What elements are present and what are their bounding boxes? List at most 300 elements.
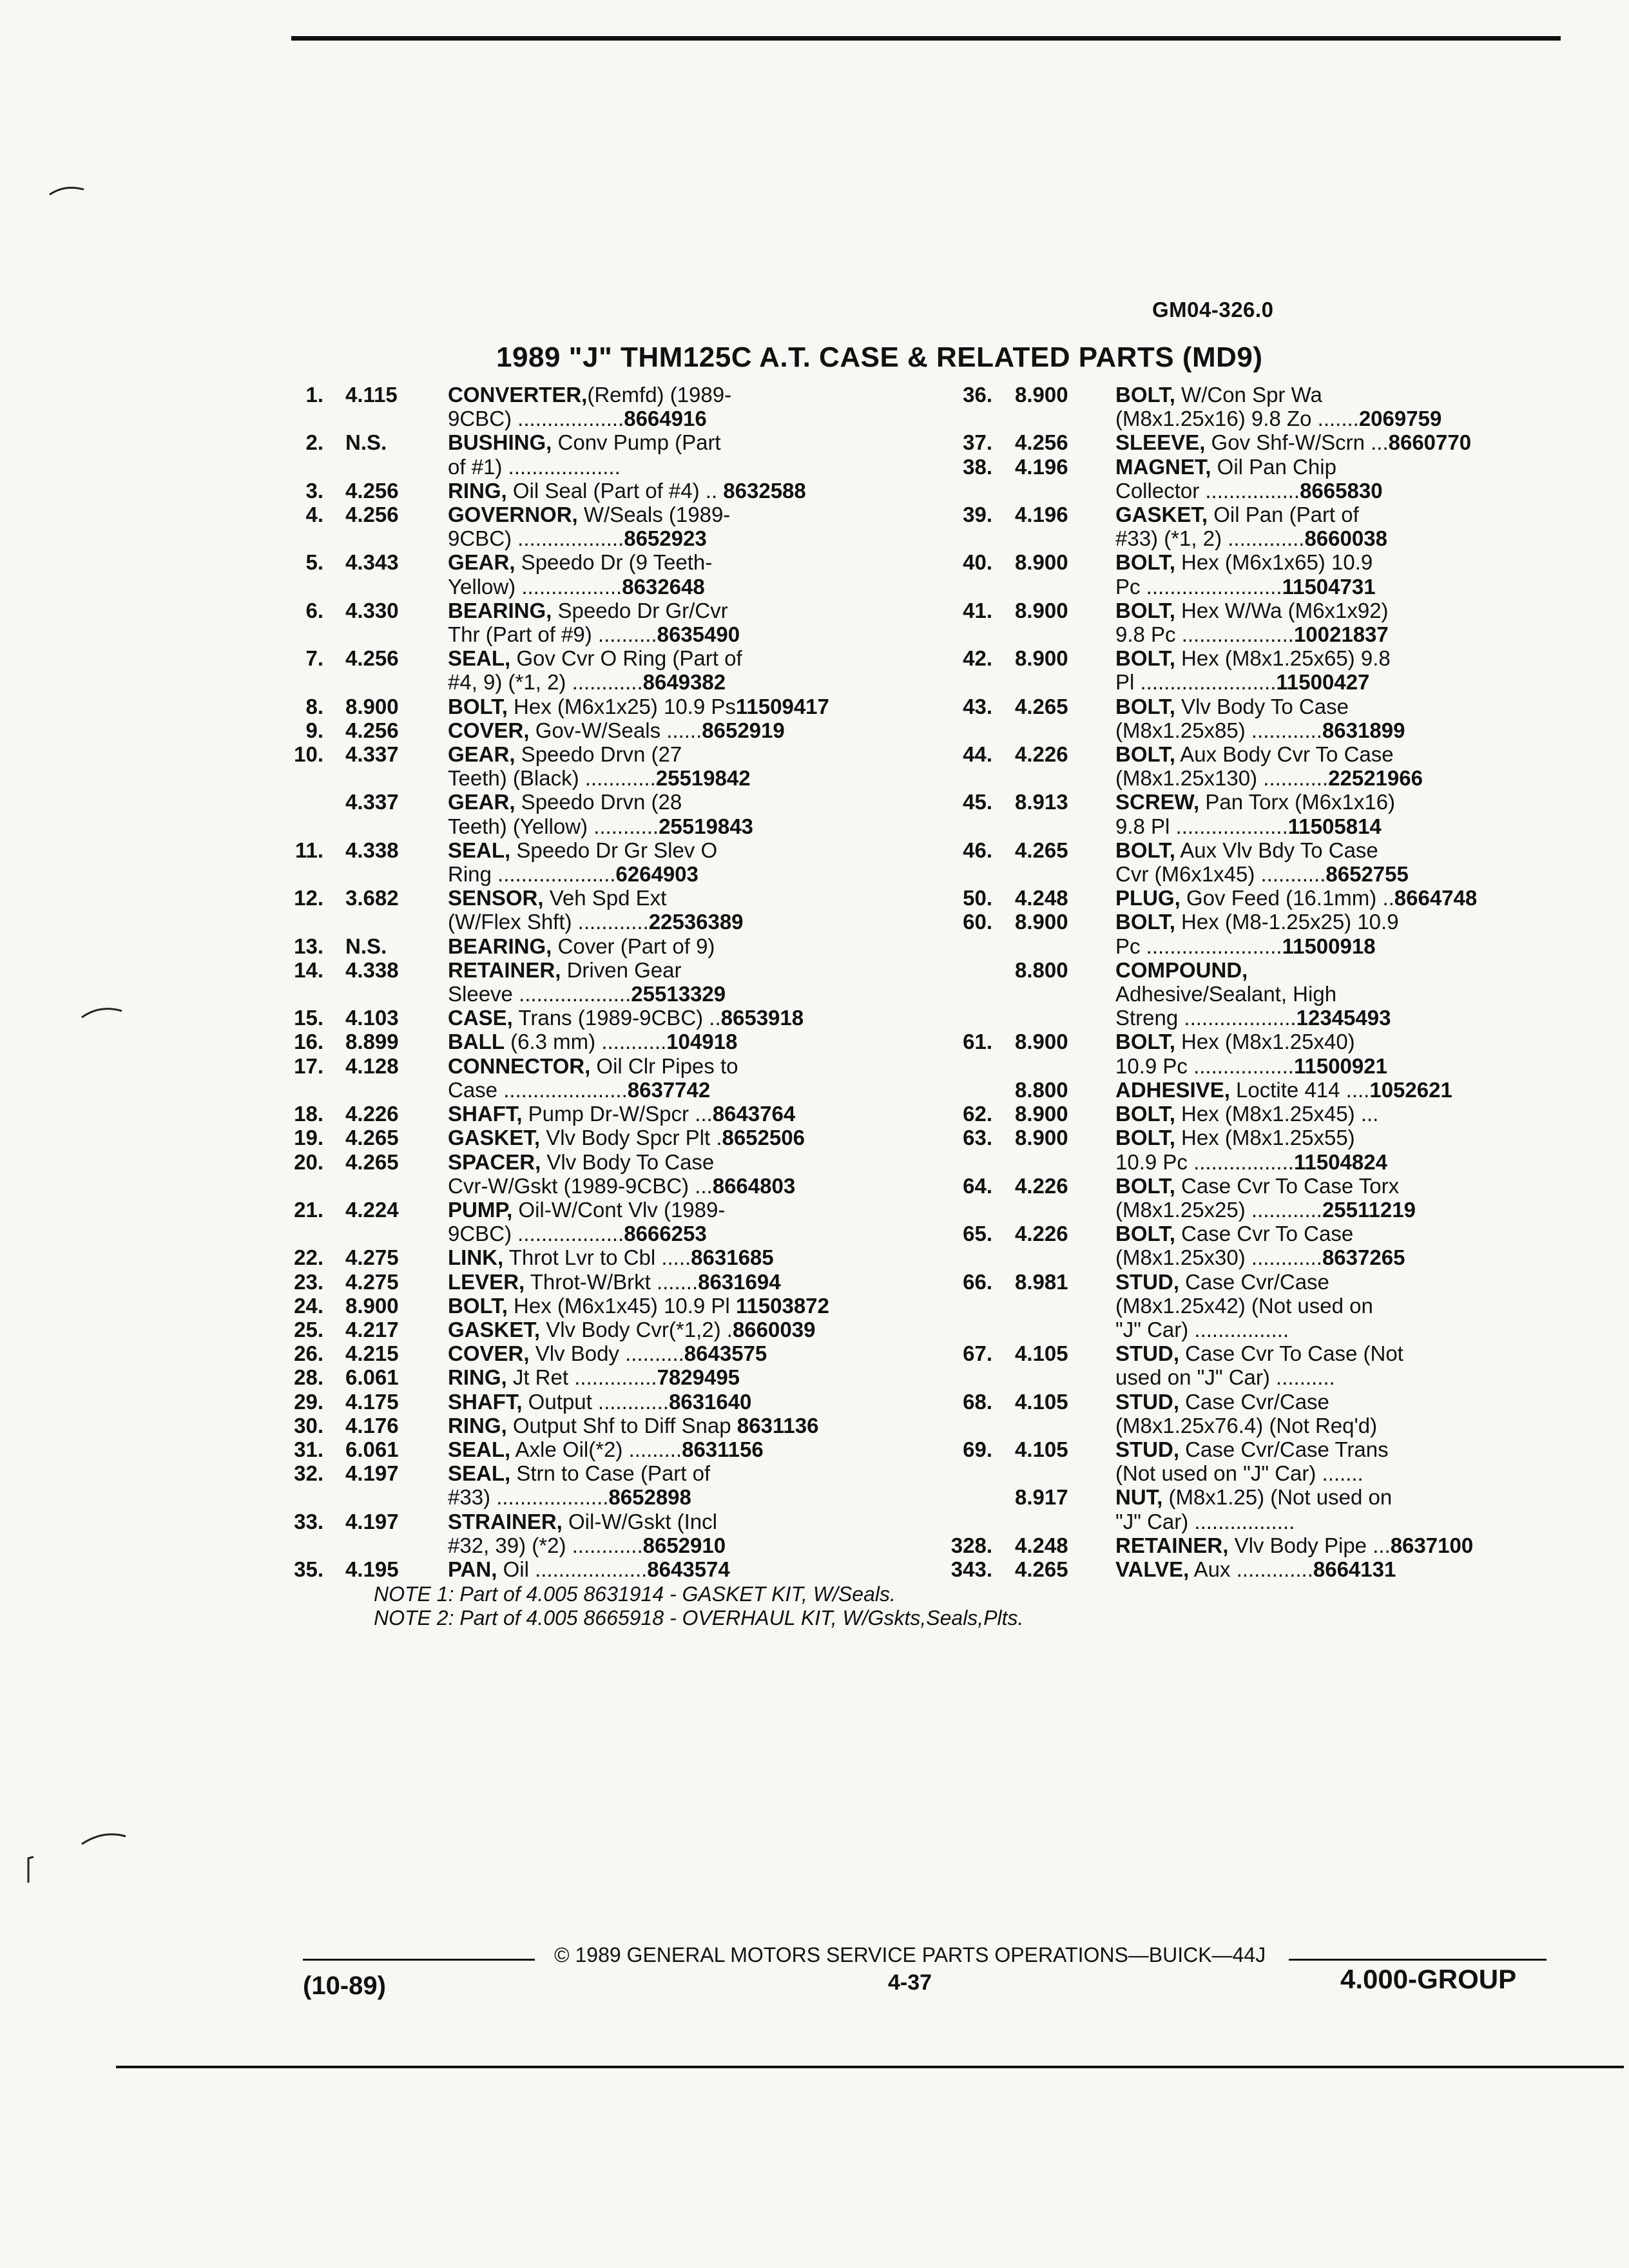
- part-name: BOLT,: [1115, 838, 1175, 862]
- part-name: GEAR,: [448, 742, 516, 767]
- part-name: GASKET,: [448, 1126, 541, 1150]
- group-number: 4.197: [345, 1461, 399, 1486]
- part-detail: Hex (M6x1x45) 10.9 Pl: [507, 1293, 736, 1318]
- part-name: SHAFT,: [448, 1389, 523, 1414]
- part-number: 8665830: [1300, 478, 1383, 503]
- part-detail: Teeth) (Black) ............: [448, 766, 656, 791]
- part-detail: Case Cvr To Case Torx: [1175, 1173, 1400, 1198]
- part-detail: Oil-W/Gskt (Incl: [562, 1509, 717, 1533]
- group-number: 3.682: [345, 886, 399, 910]
- part-description-line: [448, 862, 928, 886]
- item-number: 16.: [294, 1030, 323, 1054]
- group-number: 8.900: [1015, 1126, 1068, 1150]
- part-number: 8652910: [642, 1533, 726, 1557]
- part-description-line: [1115, 1437, 1582, 1461]
- part-description-line: [1115, 1318, 1582, 1341]
- item-number: 37.: [963, 430, 992, 455]
- item-number: 9.: [305, 718, 323, 742]
- part-detail: Oil Clr Pipes to: [590, 1053, 738, 1078]
- part-description-line: [1115, 575, 1582, 599]
- part-description-line: [448, 1318, 928, 1341]
- part-description-line: [1115, 1461, 1582, 1485]
- part-detail: Speedo Drvn (27: [515, 742, 682, 767]
- part-description-line: [448, 1270, 928, 1294]
- item-number: 60.: [963, 910, 992, 934]
- item-number: 8.: [305, 694, 323, 718]
- part-detail: Oil ...................: [497, 1557, 648, 1581]
- part-name: STUD,: [1115, 1437, 1179, 1461]
- group-number: 4.330: [345, 598, 399, 622]
- part-number: 7829495: [657, 1365, 740, 1390]
- item-number: 50.: [963, 886, 992, 910]
- group-number: 4.265: [1015, 1557, 1068, 1581]
- item-number: 31.: [294, 1437, 323, 1461]
- part-description-line: [448, 958, 928, 982]
- parts-entry: [938, 646, 1582, 694]
- part-name: BUSHING,: [448, 430, 552, 455]
- part-name: SHAFT,: [448, 1102, 523, 1126]
- part-number: 8664131: [1313, 1557, 1396, 1581]
- part-description-line: [1115, 934, 1582, 958]
- part-description-line: [448, 670, 928, 694]
- part-description-line: [1115, 1341, 1582, 1365]
- part-description-line: [448, 1414, 928, 1437]
- item-number: 19.: [294, 1126, 323, 1150]
- part-number: 8631156: [682, 1437, 764, 1461]
- part-detail: Case Cvr/Case Trans: [1179, 1437, 1389, 1461]
- part-description-line: [448, 1485, 928, 1509]
- parts-entry: [284, 1150, 928, 1198]
- parts-list-left: [284, 383, 928, 1581]
- parts-entry: [284, 1461, 928, 1509]
- item-number: 11.: [294, 838, 323, 862]
- part-name: ADHESIVE,: [1115, 1077, 1230, 1102]
- part-description-line: [448, 550, 928, 574]
- part-name: RING,: [448, 1413, 507, 1437]
- part-description-line: [448, 1510, 928, 1533]
- item-number: 7.: [305, 646, 323, 671]
- group-number: 8.913: [1015, 790, 1068, 814]
- part-description-line: [448, 1006, 928, 1030]
- scan-mark-3: [81, 1829, 129, 1848]
- part-detail: 9.8 Pl ...................: [1115, 814, 1288, 838]
- part-number: 1052621: [1369, 1077, 1452, 1102]
- part-detail: Aux Body Cvr To Case: [1175, 742, 1394, 767]
- part-detail: (W/Flex Shft) ............: [448, 910, 649, 934]
- parts-entry: [938, 503, 1582, 550]
- item-number: 22.: [294, 1245, 323, 1270]
- part-description-line: [1115, 790, 1582, 814]
- part-description-line: [448, 838, 928, 862]
- part-number: 10021837: [1293, 622, 1389, 647]
- part-number: 11503872: [735, 1293, 829, 1318]
- parts-entry: [284, 1030, 928, 1053]
- top-rule: [291, 36, 1561, 41]
- part-detail: (M8x1.25x42) (Not used on: [1115, 1293, 1373, 1318]
- footer-group: 4.000-GROUP: [1340, 1964, 1517, 1994]
- part-description-line: [448, 910, 928, 934]
- part-detail: Hex (M6x1x65) 10.9: [1175, 550, 1373, 575]
- part-number: 11505814: [1287, 814, 1382, 838]
- item-number: 12.: [294, 886, 323, 910]
- footer-rule-left: [303, 1959, 535, 1961]
- part-number: 8660039: [732, 1317, 816, 1341]
- scan-mark-4: [24, 1854, 37, 1887]
- part-number: 11504731: [1282, 574, 1376, 599]
- parts-entry: [938, 1485, 1582, 1533]
- part-detail: Gov Shf-W/Scrn ...: [1205, 430, 1389, 455]
- part-name: BOLT,: [1115, 694, 1175, 718]
- item-number: 39.: [963, 503, 992, 527]
- part-number: 11500921: [1293, 1053, 1387, 1078]
- part-description-line: [1115, 814, 1582, 838]
- part-description-line: [448, 742, 928, 766]
- parts-entry: [284, 383, 928, 430]
- group-number: 4.103: [345, 1006, 399, 1030]
- part-description-line: [1115, 407, 1582, 430]
- group-number: 4.256: [345, 478, 399, 503]
- part-name: LEVER,: [448, 1269, 525, 1294]
- group-number: 4.175: [345, 1389, 399, 1414]
- part-description-line: [448, 503, 928, 526]
- part-number: 8635490: [657, 622, 740, 647]
- item-number: 28.: [294, 1365, 323, 1390]
- part-description-line: [448, 982, 928, 1006]
- item-number: 33.: [294, 1509, 323, 1533]
- group-number: 4.215: [345, 1341, 399, 1366]
- group-number: 4.256: [345, 718, 399, 742]
- part-name: COVER,: [448, 718, 530, 742]
- parts-entry: [284, 1318, 928, 1341]
- part-number: 8637100: [1390, 1533, 1474, 1557]
- group-number: 8.900: [1015, 598, 1068, 622]
- part-number: 8637742: [627, 1077, 711, 1102]
- part-description-line: [448, 455, 928, 479]
- part-number: 11500918: [1282, 934, 1376, 958]
- part-description-line: [1115, 718, 1582, 742]
- part-detail: Case .....................: [448, 1077, 628, 1102]
- part-name: GEAR,: [448, 790, 516, 814]
- part-detail: Oil Pan Chip: [1211, 454, 1336, 479]
- part-description-line: [448, 1222, 928, 1245]
- part-detail: Hex (M8x1.25x65) 9.8: [1175, 646, 1391, 671]
- parts-entry: [284, 934, 928, 958]
- part-name: BOLT,: [448, 1293, 508, 1318]
- part-detail: Adhesive/Sealant, High: [1115, 982, 1337, 1006]
- part-detail: Vlv Body ..........: [529, 1341, 684, 1366]
- part-name: BOLT,: [1115, 598, 1175, 622]
- parts-entry: [284, 790, 928, 838]
- group-number: 4.226: [345, 1102, 399, 1126]
- part-detail: Oil Pan (Part of: [1208, 503, 1359, 527]
- group-number: 8.900: [345, 694, 399, 718]
- part-description-line: [1115, 1365, 1582, 1389]
- part-detail: 10.9 Pc .................: [1115, 1149, 1294, 1174]
- part-detail: 10.9 Pc .................: [1115, 1053, 1294, 1078]
- item-number: 69.: [963, 1437, 992, 1461]
- footer-rule-right: [1289, 1959, 1547, 1961]
- item-number: 46.: [963, 838, 992, 862]
- parts-entry: [938, 1126, 1582, 1173]
- part-detail: Thr (Part of #9) ..........: [448, 622, 657, 647]
- part-number: 8631694: [698, 1269, 781, 1294]
- part-number: 6264903: [615, 862, 699, 887]
- parts-entry: [284, 646, 928, 694]
- item-number: 68.: [963, 1389, 992, 1414]
- group-number: 8.917: [1015, 1485, 1068, 1510]
- part-name: SCREW,: [1115, 790, 1200, 814]
- part-description-line: [1115, 742, 1582, 766]
- part-number: 11509417: [735, 694, 829, 718]
- item-number: 42.: [963, 646, 992, 671]
- part-number: 8660038: [1304, 526, 1387, 551]
- parts-entry: [284, 838, 928, 886]
- part-number: 8643575: [684, 1341, 767, 1366]
- part-detail: Case Cvr To Case (Not: [1179, 1341, 1403, 1366]
- part-name: SLEEVE,: [1115, 430, 1206, 455]
- part-detail: (Remfd) (1989-: [587, 383, 732, 407]
- parts-entry: [284, 1245, 928, 1269]
- group-number: 4.176: [345, 1413, 399, 1437]
- group-number: 4.128: [345, 1053, 399, 1078]
- part-name: PUMP,: [448, 1197, 513, 1222]
- part-name: BOLT,: [1115, 1126, 1175, 1150]
- part-name: STUD,: [1115, 1341, 1179, 1366]
- document-code: GM04-326.0: [1152, 298, 1274, 322]
- part-number: 25511219: [1322, 1197, 1416, 1222]
- part-detail: W/Seals (1989-: [577, 503, 731, 527]
- part-description-line: [448, 814, 928, 838]
- group-number: 4.248: [1015, 1533, 1068, 1557]
- group-number: 8.900: [1015, 910, 1068, 934]
- part-name: SEAL,: [448, 838, 511, 862]
- part-detail: Cvr-W/Gskt (1989-9CBC) ...: [448, 1173, 713, 1198]
- part-number: 11500427: [1276, 670, 1370, 695]
- parts-entry: [938, 1557, 1582, 1581]
- part-name: SENSOR,: [448, 886, 544, 910]
- group-number: 4.337: [345, 790, 399, 814]
- part-description-line: [448, 407, 928, 430]
- part-detail: Speedo Drvn (28: [515, 790, 682, 814]
- part-number: 8652919: [702, 718, 785, 742]
- parts-entry: [938, 550, 1582, 598]
- part-name: BOLT,: [1115, 742, 1175, 767]
- part-description-line: [1115, 1485, 1582, 1509]
- part-name: GEAR,: [448, 550, 516, 575]
- parts-entry: [938, 1102, 1582, 1126]
- item-number: 13.: [294, 934, 323, 958]
- part-name: NUT,: [1115, 1485, 1163, 1510]
- notes: [374, 1582, 1023, 1630]
- item-number: 2.: [305, 430, 323, 455]
- part-detail: #33) ...................: [448, 1485, 609, 1510]
- part-description-line: [1115, 1245, 1582, 1269]
- part-detail: Collector ................: [1115, 478, 1300, 503]
- part-detail: Gov-W/Seals ......: [529, 718, 702, 742]
- part-number: 8666253: [624, 1222, 707, 1246]
- part-number: 8631899: [1322, 718, 1405, 742]
- part-detail: Hex (M8x1.25x55): [1175, 1126, 1355, 1150]
- part-name: BOLT,: [1115, 1222, 1175, 1246]
- parts-entry: [284, 503, 928, 550]
- part-detail: Hex W/Wa (M6x1x92): [1175, 598, 1389, 622]
- part-description-line: [448, 1126, 928, 1149]
- part-description-line: [448, 1341, 928, 1365]
- part-detail: Cvr (M6x1x45) ...........: [1115, 862, 1326, 887]
- item-number: 65.: [963, 1222, 992, 1246]
- group-number: 4.226: [1015, 742, 1068, 767]
- part-description-line: [1115, 1533, 1582, 1557]
- part-description-line: [448, 1150, 928, 1174]
- part-detail: "J" Car) ................: [1115, 1317, 1289, 1341]
- part-name: STRAINER,: [448, 1509, 563, 1533]
- part-detail: #4, 9) (*1, 2) ............: [448, 670, 643, 695]
- part-detail: Hex (M6x1x25) 10.9 Ps: [507, 694, 736, 718]
- part-detail: #32, 39) (*2) ............: [448, 1533, 643, 1557]
- part-description-line: [1115, 479, 1582, 503]
- parts-entry: [284, 599, 928, 646]
- part-description-line: [1115, 1174, 1582, 1198]
- note-2: NOTE 2: Part of 4.005 8665918 - OVERHAUL KIT, W/Gskts,Seals,Plts.: [374, 1606, 1024, 1629]
- group-number: 4.195: [345, 1557, 399, 1581]
- part-number: 12345493: [1296, 1006, 1391, 1030]
- part-description-line: [448, 526, 928, 550]
- part-number: 8643764: [712, 1102, 796, 1126]
- group-number: 8.900: [1015, 383, 1068, 407]
- part-description-line: [1115, 1078, 1582, 1102]
- part-description-line: [448, 1174, 928, 1198]
- group-number: 4.256: [345, 503, 399, 527]
- part-detail: (M8x1.25x130) ...........: [1115, 766, 1329, 791]
- item-number: 10.: [294, 742, 323, 767]
- group-number: 4.217: [345, 1317, 399, 1341]
- part-description-line: [1115, 1510, 1582, 1533]
- part-detail: Loctite 414 ....: [1229, 1077, 1370, 1102]
- part-description-line: [1115, 550, 1582, 574]
- part-detail: Throt-W/Brkt .......: [525, 1269, 699, 1294]
- parts-entry: [938, 1078, 1582, 1102]
- part-detail: (Not used on "J" Car) .......: [1115, 1461, 1364, 1486]
- item-number: 38.: [963, 454, 992, 479]
- item-number: 62.: [963, 1102, 992, 1126]
- part-detail: Streng ...................: [1115, 1006, 1296, 1030]
- part-name: STUD,: [1115, 1389, 1179, 1414]
- parts-entry: [284, 695, 928, 718]
- parts-entry: [284, 718, 928, 742]
- part-detail: Speedo Dr Gr Slev O: [510, 838, 718, 862]
- item-number: 20.: [294, 1149, 323, 1174]
- group-number: 8.900: [1015, 1102, 1068, 1126]
- part-detail: (6.3 mm) ...........: [504, 1030, 667, 1054]
- page-title: 1989 "J" THM125C A.T. CASE & RELATED PARTS (MD9): [496, 341, 1263, 373]
- item-number: 45.: [963, 790, 992, 814]
- group-number: 4.226: [1015, 1222, 1068, 1246]
- group-number: 6.061: [345, 1437, 399, 1461]
- part-number: 11504824: [1293, 1149, 1387, 1174]
- part-description-line: [1115, 1006, 1582, 1030]
- part-number: 8664803: [712, 1173, 796, 1198]
- item-number: 14.: [294, 957, 323, 982]
- item-number: 35.: [294, 1557, 323, 1581]
- part-detail: Output ............: [522, 1389, 669, 1414]
- part-detail: 9CBC) ..................: [448, 1222, 624, 1246]
- part-name: GASKET,: [448, 1317, 541, 1341]
- parts-entry: [938, 1341, 1582, 1389]
- scan-mark-1: [48, 180, 87, 200]
- part-detail: used on "J" Car) ..........: [1115, 1365, 1335, 1390]
- item-number: 26.: [294, 1341, 323, 1366]
- part-detail: Throt Lvr to Cbl .....: [503, 1245, 691, 1270]
- item-number: 5.: [305, 550, 323, 575]
- part-name: BALL: [448, 1030, 505, 1054]
- part-number: 8632588: [723, 478, 806, 503]
- item-number: 41.: [963, 598, 992, 622]
- part-detail: Pc .......................: [1115, 574, 1282, 599]
- group-number: 8.900: [1015, 646, 1068, 671]
- part-description-line: [1115, 599, 1582, 622]
- parts-entry: [284, 1054, 928, 1102]
- group-number: 4.226: [1015, 1173, 1068, 1198]
- part-detail: Jt Ret ..............: [506, 1365, 657, 1390]
- footer-date: (10-89): [303, 1972, 386, 2000]
- part-description-line: [448, 1437, 928, 1461]
- part-detail: Vlv Body Spcr Plt .: [540, 1126, 722, 1150]
- group-number: 4.248: [1015, 886, 1068, 910]
- parts-entry: [284, 1270, 928, 1294]
- part-name: RETAINER,: [448, 957, 561, 982]
- part-detail: Aux .............: [1189, 1557, 1313, 1581]
- part-detail: Cover (Part of 9): [552, 934, 715, 958]
- parts-entry: [284, 430, 928, 478]
- part-name: CONVERTER,: [448, 383, 588, 407]
- part-description-line: [448, 766, 928, 790]
- parts-entry: [938, 742, 1582, 790]
- part-description-line: [1115, 1270, 1582, 1294]
- part-detail: (M8x1.25x30) ............: [1115, 1245, 1322, 1270]
- part-detail: Axle Oil(*2) .........: [510, 1437, 682, 1461]
- parts-entry: [284, 1294, 928, 1318]
- parts-entry: [284, 1198, 928, 1245]
- part-detail: 9CBC) ..................: [448, 526, 624, 551]
- part-name: CASE,: [448, 1006, 513, 1030]
- part-number: 8653918: [720, 1006, 804, 1030]
- group-number: 4.196: [1015, 454, 1068, 479]
- part-detail: Teeth) (Yellow) ...........: [448, 814, 659, 838]
- part-description-line: [448, 575, 928, 599]
- part-description-line: [448, 479, 928, 503]
- part-number: 104918: [666, 1030, 738, 1054]
- part-number: 8664916: [624, 407, 707, 431]
- part-name: MAGNET,: [1115, 454, 1211, 479]
- item-number: 4.: [305, 503, 323, 527]
- parts-entry: [284, 550, 928, 598]
- part-detail: Vlv Body To Case: [541, 1149, 715, 1174]
- parts-entry: [284, 1341, 928, 1365]
- part-name: RETAINER,: [1115, 1533, 1229, 1557]
- item-number: 25.: [294, 1317, 323, 1341]
- part-number: 8643574: [647, 1557, 730, 1581]
- part-detail: Case Cvr/Case: [1179, 1269, 1329, 1294]
- part-description-line: [1115, 1102, 1582, 1126]
- parts-entry: [938, 1030, 1582, 1077]
- part-description-line: [448, 383, 928, 407]
- part-description-line: [448, 1461, 928, 1485]
- part-description-line: [1115, 1390, 1582, 1414]
- part-number: 8652506: [722, 1126, 805, 1150]
- part-name: BEARING,: [448, 934, 552, 958]
- part-detail: Driven Gear: [561, 957, 682, 982]
- part-detail: Speedo Dr (9 Teeth-: [515, 550, 713, 575]
